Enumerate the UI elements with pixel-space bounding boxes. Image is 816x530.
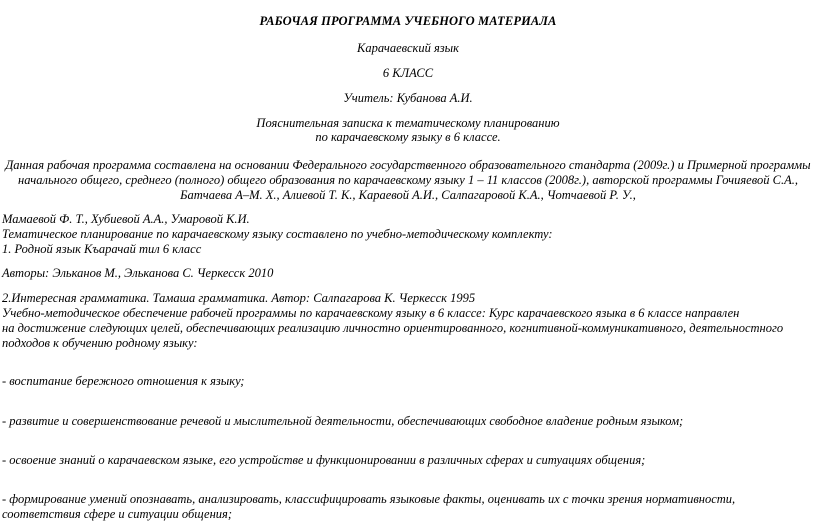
goal-item-2: - развитие и совершенствование речевой и мыслительной деятельности, обеспечивающих свободное владение родным языком; [2,414,684,428]
textbook-1: 1. Родной язык Къарачай тил 6 класс [2,242,202,256]
goal-item-3: - освоение знаний о карачаевском языке, его устройстве и функционировании в различных сферах и ситуациях общения; [2,453,646,467]
goal-item-1: - воспитание бережного отношения к языку; [2,374,245,388]
intro-line-3: Батчаева А–М. Х., Алиевой Т. К., Караевой А.И., Салпагаровой К.А., Чотчаевой Р. У., [180,188,636,202]
grade-label: 6 КЛАСС [382,66,434,80]
support-line-3: подходов к обучению родному языку: [2,336,198,350]
note-heading-line-2: по карачаевскому языку в 6 классе. [315,130,501,144]
intro-line-2: начального общего, среднего (полного) общего образования по карачаевскому языку 1 – 11 классов (2008г.), авторской программы Гочияевой С.А., [18,173,798,187]
goal-item-4-line-2: соответствия сфере и ситуации общения; [2,507,233,521]
textbook-1-authors: Авторы: Эльканов М., Эльканова С. Черкесск 2010 [2,266,274,280]
document-title: РАБОЧАЯ ПРОГРАММА УЧЕБНОГО МАТЕРИАЛА [259,14,557,28]
support-line-2: на достижение следующих целей, обеспечивающих реализацию личностно ориентированного, когнитивной-коммуникативного, деятельностного [2,321,784,335]
planning-statement: Тематическое планирование по карачаевскому языку составлено по учебно-методическому комплекту: [2,227,553,241]
subject-name: Карачаевский язык [357,41,459,55]
teacher-name: Учитель: Кубанова А.И. [343,91,473,105]
intro-line-1: Данная рабочая программа составлена на основании Федерального государственного образовательного стандарта (2009г.) и Примерной программы [5,158,811,172]
support-line-1: Учебно-методическое обеспечение рабочей программы по карачаевскому языку в 6 классе: Курс карачаевского языка в 6 классе направлен [2,306,740,320]
textbook-2: 2.Интересная грамматика. Тамаша грамматика. Автор: Салпагарова К. Черкесск 1995 [2,291,476,305]
authors-continuation: Мамаевой Ф. Т., Хубиевой А.А., Умаровой К.И. [2,212,250,226]
goal-item-4-line-1: - формирование умений опознавать, анализировать, классифицировать языковые факты, оценивать их с точки зрения нормативности, [2,492,736,506]
note-heading-line-1: Пояснительная записка к тематическому планированию [256,116,560,130]
